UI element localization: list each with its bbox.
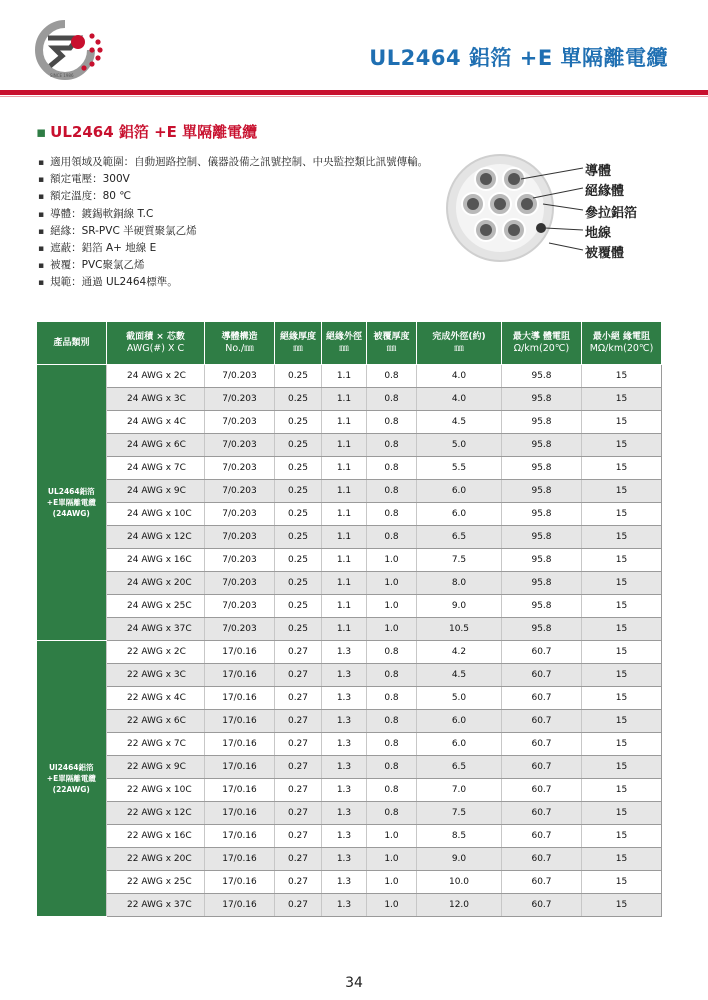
table-cell: 15	[582, 687, 662, 710]
table-cell: 7/0.203	[205, 618, 275, 641]
table-cell: 24 AWG x 16C	[107, 549, 205, 572]
table-row	[37, 595, 662, 618]
spec-list	[38, 154, 428, 292]
diagram-label-conductor: 導體	[585, 164, 612, 179]
table-cell: 7/0.203	[205, 457, 275, 480]
table-row	[37, 894, 662, 917]
table-cell: 60.7	[502, 756, 582, 779]
table-cell: 1.3	[322, 733, 367, 756]
table-cell: 22 AWG x 4C	[107, 687, 205, 710]
table-cell: 15	[582, 618, 662, 641]
table-cell: 15	[582, 526, 662, 549]
table-cell: 0.27	[275, 779, 322, 802]
diagram-label-drain-wire: 地線	[585, 226, 612, 241]
table-cell: 9.0	[417, 595, 502, 618]
table-cell: 6.5	[417, 756, 502, 779]
table-cell: 1.1	[322, 572, 367, 595]
table-cell: 60.7	[502, 687, 582, 710]
table-cell: 7.5	[417, 549, 502, 572]
column-header	[502, 322, 582, 365]
table-cell: 1.3	[322, 802, 367, 825]
table-cell: 1.1	[322, 595, 367, 618]
column-header-label: 導體構造	[221, 332, 258, 342]
table-cell: 95.8	[502, 549, 582, 572]
column-header-unit: ㎜	[339, 343, 349, 354]
column-header-unit: Ω/km(20℃)	[513, 343, 570, 354]
table-cell: 0.27	[275, 756, 322, 779]
table-cell: 7/0.203	[205, 526, 275, 549]
table-cell: 0.27	[275, 687, 322, 710]
table-cell: 22 AWG x 12C	[107, 802, 205, 825]
table-cell: 8.0	[417, 572, 502, 595]
table-row	[37, 664, 662, 687]
table-cell: 1.3	[322, 756, 367, 779]
table-cell: 24 AWG x 9C	[107, 480, 205, 503]
table-cell: 0.8	[367, 733, 417, 756]
table-cell: 1.1	[322, 526, 367, 549]
table-cell: 1.3	[322, 687, 367, 710]
section-title-text: UL2464 鋁箔 +E 單隔離電纜	[50, 123, 258, 141]
table-cell: 6.0	[417, 733, 502, 756]
table-cell: 15	[582, 802, 662, 825]
diagram-label-jacket: 被覆體	[585, 246, 625, 261]
table-cell: 7/0.203	[205, 503, 275, 526]
table-cell: 15	[582, 457, 662, 480]
column-header-unit: MΩ/km(20℃)	[589, 343, 654, 354]
table-cell: 15	[582, 664, 662, 687]
table-cell: 6.0	[417, 480, 502, 503]
table-cell: 24 AWG x 7C	[107, 457, 205, 480]
product-category-cell	[37, 365, 107, 641]
table-cell: 0.8	[367, 664, 417, 687]
table-row	[37, 825, 662, 848]
table-cell: 7/0.203	[205, 549, 275, 572]
table-cell: 24 AWG x 6C	[107, 434, 205, 457]
table-cell: 15	[582, 365, 662, 388]
table-cell: 17/0.16	[205, 641, 275, 664]
table-row	[37, 848, 662, 871]
table-cell: 1.3	[322, 779, 367, 802]
table-cell: 17/0.16	[205, 825, 275, 848]
table-cell: 5.0	[417, 434, 502, 457]
table-cell: 0.8	[367, 480, 417, 503]
table-cell: 17/0.16	[205, 664, 275, 687]
table-row	[37, 549, 662, 572]
table-cell: 15	[582, 779, 662, 802]
table-cell: 0.8	[367, 641, 417, 664]
table-cell: 60.7	[502, 802, 582, 825]
table-cell: 0.25	[275, 457, 322, 480]
table-cell: 95.8	[502, 365, 582, 388]
table-cell: 1.3	[322, 710, 367, 733]
table-cell: 22 AWG x 20C	[107, 848, 205, 871]
table-cell: 4.0	[417, 388, 502, 411]
table-cell: 1.0	[367, 894, 417, 917]
table-cell: 1.1	[322, 434, 367, 457]
table-cell: 0.8	[367, 779, 417, 802]
spec-item: ▪ 額定電壓：300V	[38, 171, 428, 188]
table-cell: 0.8	[367, 802, 417, 825]
column-header	[417, 322, 502, 365]
table-cell: 60.7	[502, 733, 582, 756]
column-header-label: 絕緣外徑	[325, 332, 362, 342]
table-row	[37, 733, 662, 756]
table-cell: 95.8	[502, 572, 582, 595]
table-cell: 4.5	[417, 664, 502, 687]
table-cell: 17/0.16	[205, 687, 275, 710]
cable-cross-section-icon	[445, 148, 675, 278]
table-cell: 17/0.16	[205, 871, 275, 894]
table-cell: 1.1	[322, 503, 367, 526]
table-cell: 60.7	[502, 641, 582, 664]
spec-item: ▪ 規範：通過 UL2464標準。	[38, 274, 428, 291]
column-header-label: 完成外徑(約)	[432, 332, 486, 342]
table-cell: 22 AWG x 2C	[107, 641, 205, 664]
column-header-label: 絕緣厚度	[279, 332, 316, 342]
table-row	[37, 779, 662, 802]
table-cell: 60.7	[502, 848, 582, 871]
table-cell: 17/0.16	[205, 894, 275, 917]
table-cell: 24 AWG x 10C	[107, 503, 205, 526]
cable-cross-section-diagram	[445, 148, 675, 278]
table-cell: 95.8	[502, 526, 582, 549]
diagram-label-insulation: 絕緣體	[585, 184, 625, 199]
table-cell: 7/0.203	[205, 388, 275, 411]
table-cell: 22 AWG x 10C	[107, 779, 205, 802]
table-row	[37, 503, 662, 526]
table-cell: 15	[582, 572, 662, 595]
product-category-line: (22AWG)	[52, 785, 90, 794]
table-cell: 10.0	[417, 871, 502, 894]
table-cell: 0.27	[275, 894, 322, 917]
table-cell: 1.1	[322, 365, 367, 388]
column-header-unit: AWG(#) X C	[126, 343, 185, 354]
table-cell: 15	[582, 503, 662, 526]
table-cell: 95.8	[502, 618, 582, 641]
table-cell: 17/0.16	[205, 848, 275, 871]
product-category-line: UL2464鋁箔	[47, 487, 95, 496]
table-cell: 15	[582, 871, 662, 894]
header-divider-thin	[0, 96, 708, 97]
table-row	[37, 802, 662, 825]
column-header	[275, 322, 322, 365]
table-row	[37, 618, 662, 641]
table-row	[37, 434, 662, 457]
table-cell: 22 AWG x 9C	[107, 756, 205, 779]
spec-item: ▪ 遮蔽：鋁箔 A+ 地線 E	[38, 240, 428, 257]
spec-item: ▪ 絕緣：SR-PVC 半硬質聚氯乙烯	[38, 223, 428, 240]
table-cell: 0.8	[367, 687, 417, 710]
table-cell: 60.7	[502, 710, 582, 733]
table-cell: 15	[582, 710, 662, 733]
table-cell: 95.8	[502, 503, 582, 526]
table-cell: 1.1	[322, 388, 367, 411]
table-cell: 22 AWG x 3C	[107, 664, 205, 687]
table-row	[37, 641, 662, 664]
product-category-line: +E單隔離電纜	[46, 498, 96, 507]
table-cell: 1.1	[322, 549, 367, 572]
table-cell: 1.1	[322, 411, 367, 434]
table-row	[37, 411, 662, 434]
table-row	[37, 365, 662, 388]
table-cell: 8.5	[417, 825, 502, 848]
company-logo	[20, 20, 110, 80]
table-cell: 4.2	[417, 641, 502, 664]
table-cell: 15	[582, 434, 662, 457]
table-cell: 24 AWG x 3C	[107, 388, 205, 411]
table-cell: 1.1	[322, 618, 367, 641]
table-cell: 60.7	[502, 871, 582, 894]
table-cell: 0.27	[275, 733, 322, 756]
table-cell: 22 AWG x 37C	[107, 894, 205, 917]
table-cell: 7/0.203	[205, 411, 275, 434]
table-cell: 7/0.203	[205, 572, 275, 595]
column-header	[37, 322, 107, 365]
table-cell: 6.5	[417, 526, 502, 549]
column-header	[107, 322, 205, 365]
bullet-icon: ▪	[36, 123, 47, 141]
table-cell: 24 AWG x 20C	[107, 572, 205, 595]
column-header	[582, 322, 662, 365]
table-cell: 1.3	[322, 641, 367, 664]
header-divider	[0, 90, 708, 95]
table-row	[37, 457, 662, 480]
table-cell: 6.0	[417, 503, 502, 526]
column-header-label: 最大導 體電阻	[512, 332, 571, 342]
product-category-cell	[37, 641, 107, 917]
table-cell: 17/0.16	[205, 802, 275, 825]
table-cell: 17/0.16	[205, 756, 275, 779]
table-cell: 24 AWG x 37C	[107, 618, 205, 641]
spec-table-container	[36, 321, 661, 917]
table-cell: 0.8	[367, 411, 417, 434]
table-row	[37, 480, 662, 503]
table-cell: 17/0.16	[205, 710, 275, 733]
table-cell: 17/0.16	[205, 779, 275, 802]
column-header-unit: ㎜	[293, 343, 303, 354]
table-cell: 7/0.203	[205, 365, 275, 388]
table-cell: 95.8	[502, 595, 582, 618]
product-category-line: (24AWG)	[52, 509, 90, 518]
table-cell: 24 AWG x 25C	[107, 595, 205, 618]
product-category-line: Ul2464鋁箔	[48, 763, 94, 772]
table-cell: 1.3	[322, 894, 367, 917]
table-cell: 0.25	[275, 411, 322, 434]
table-cell: 0.25	[275, 434, 322, 457]
table-cell: 5.0	[417, 687, 502, 710]
table-cell: 95.8	[502, 411, 582, 434]
table-cell: 0.25	[275, 503, 322, 526]
table-cell: 15	[582, 595, 662, 618]
table-cell: 15	[582, 825, 662, 848]
product-category-line: +E單隔離電纜	[46, 774, 96, 783]
table-cell: 0.8	[367, 365, 417, 388]
table-cell: 5.5	[417, 457, 502, 480]
table-cell: 15	[582, 411, 662, 434]
table-cell: 4.0	[417, 365, 502, 388]
table-cell: 15	[582, 480, 662, 503]
page-header	[0, 0, 708, 98]
table-row	[37, 871, 662, 894]
page-title: UL2464 鋁箔 +E 單隔離電纜	[369, 46, 668, 70]
table-cell: 22 AWG x 25C	[107, 871, 205, 894]
table-cell: 0.25	[275, 388, 322, 411]
table-cell: 0.25	[275, 549, 322, 572]
table-cell: 60.7	[502, 825, 582, 848]
table-row	[37, 687, 662, 710]
table-cell: 22 AWG x 16C	[107, 825, 205, 848]
table-cell: 95.8	[502, 388, 582, 411]
table-cell: 95.8	[502, 434, 582, 457]
table-cell: 7.5	[417, 802, 502, 825]
table-cell: 4.5	[417, 411, 502, 434]
table-cell: 15	[582, 848, 662, 871]
table-cell: 10.5	[417, 618, 502, 641]
column-header-label: 被覆厚度	[373, 332, 410, 342]
table-cell: 0.8	[367, 457, 417, 480]
table-cell: 0.8	[367, 526, 417, 549]
table-cell: 7/0.203	[205, 480, 275, 503]
table-cell: 22 AWG x 6C	[107, 710, 205, 733]
table-cell: 0.25	[275, 365, 322, 388]
page-number: 34	[345, 975, 363, 991]
table-cell: 0.8	[367, 388, 417, 411]
diagram-label-foil: 參拉鋁箔	[585, 206, 638, 221]
table-row	[37, 572, 662, 595]
table-cell: 1.3	[322, 871, 367, 894]
table-cell: 9.0	[417, 848, 502, 871]
column-header	[322, 322, 367, 365]
table-cell: 0.27	[275, 641, 322, 664]
table-cell: 7/0.203	[205, 595, 275, 618]
spec-item: ▪ 被覆：PVC聚氯乙烯	[38, 257, 428, 274]
spec-item: ▪ 導體：鍍錫軟銅線 T.C	[38, 206, 428, 223]
table-cell: 0.25	[275, 595, 322, 618]
table-cell: 24 AWG x 2C	[107, 365, 205, 388]
table-cell: 1.0	[367, 848, 417, 871]
logo-caption: SINCE 1986	[50, 73, 74, 78]
table-cell: 15	[582, 641, 662, 664]
table-cell: 7/0.203	[205, 434, 275, 457]
table-cell: 0.27	[275, 802, 322, 825]
table-cell: 22 AWG x 7C	[107, 733, 205, 756]
table-cell: 60.7	[502, 779, 582, 802]
column-header-label: 產品類別	[53, 338, 90, 348]
column-header	[367, 322, 417, 365]
table-cell: 0.27	[275, 871, 322, 894]
table-cell: 95.8	[502, 457, 582, 480]
table-cell: 1.0	[367, 618, 417, 641]
table-cell: 15	[582, 894, 662, 917]
table-cell: 6.0	[417, 710, 502, 733]
table-cell: 0.8	[367, 756, 417, 779]
column-header-unit: No./㎜	[225, 343, 254, 354]
table-row	[37, 756, 662, 779]
table-cell: 24 AWG x 12C	[107, 526, 205, 549]
table-cell: 0.25	[275, 480, 322, 503]
section-title	[36, 121, 257, 142]
table-cell: 0.8	[367, 434, 417, 457]
table-cell: 1.1	[322, 480, 367, 503]
spec-item: ▪ 適用領域及範圍：自動迴路控制、儀器設備之訊號控制、中央監控類比訊號傳輸。	[38, 154, 428, 171]
table-cell: 1.3	[322, 848, 367, 871]
table-cell: 0.25	[275, 572, 322, 595]
table-cell: 7.0	[417, 779, 502, 802]
table-row	[37, 710, 662, 733]
table-cell: 0.27	[275, 710, 322, 733]
table-cell: 15	[582, 549, 662, 572]
table-cell: 0.8	[367, 503, 417, 526]
column-header-unit: ㎜	[454, 343, 464, 354]
table-row	[37, 526, 662, 549]
table-cell: 0.27	[275, 848, 322, 871]
table-cell: 15	[582, 388, 662, 411]
table-cell: 15	[582, 733, 662, 756]
table-cell: 60.7	[502, 664, 582, 687]
table-cell: 1.1	[322, 457, 367, 480]
spec-table	[36, 321, 662, 917]
column-header-label: 截面積 × 芯數	[126, 332, 185, 342]
table-cell: 0.25	[275, 526, 322, 549]
table-cell: 24 AWG x 4C	[107, 411, 205, 434]
table-cell: 1.0	[367, 871, 417, 894]
spec-item: ▪ 額定溫度：80 ℃	[38, 188, 428, 205]
table-cell: 60.7	[502, 894, 582, 917]
column-header-unit: ㎜	[386, 343, 397, 354]
column-header	[205, 322, 275, 365]
table-cell: 0.25	[275, 618, 322, 641]
table-header-row	[37, 322, 662, 365]
table-cell: 17/0.16	[205, 733, 275, 756]
table-cell: 1.3	[322, 825, 367, 848]
column-header-label: 最小絕 緣電阻	[592, 332, 651, 342]
table-cell: 15	[582, 756, 662, 779]
table-cell: 0.8	[367, 710, 417, 733]
table-cell: 0.27	[275, 825, 322, 848]
table-cell: 1.0	[367, 595, 417, 618]
table-cell: 12.0	[417, 894, 502, 917]
table-cell: 1.3	[322, 664, 367, 687]
table-row	[37, 388, 662, 411]
table-cell: 0.27	[275, 664, 322, 687]
table-cell: 95.8	[502, 480, 582, 503]
table-cell: 1.0	[367, 572, 417, 595]
table-cell: 1.0	[367, 825, 417, 848]
table-cell: 1.0	[367, 549, 417, 572]
